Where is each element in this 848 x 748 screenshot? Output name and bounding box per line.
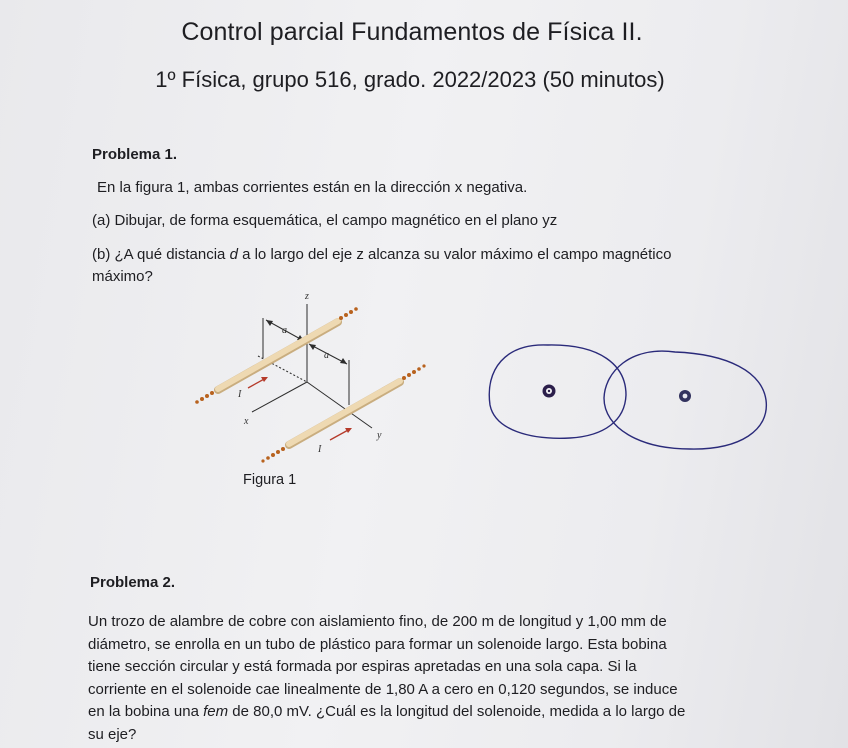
part-b-variable-d: d (229, 246, 238, 263)
problem2-fem: fem (203, 703, 229, 720)
problem2-text (88, 611, 788, 746)
current-label-bottom: I (318, 444, 322, 455)
problem2-line-5-post: de 80,0 mV. ¿Cuál es la longitud del solenoide, medida a lo largo de (228, 703, 686, 720)
wire-bottom-dots-left (261, 447, 285, 463)
y-axis-label: y (377, 430, 382, 441)
problem2-line-4: corriente en el solenoide cae linealmente de 1,80 A a cero en 0,120 segundos, se induce (88, 680, 678, 698)
wire-section-left-center (548, 390, 550, 392)
wire-top-dots-right (339, 307, 358, 320)
problem2-heading: Problema 2. (90, 574, 176, 591)
distance-a-label-left: a (282, 325, 287, 336)
wire-top-dots-left (195, 391, 214, 404)
current-label-top: I (238, 389, 242, 400)
field-loop-left (489, 345, 626, 438)
problem1-intro: En la figura 1, ambas corrientes están en la dirección x negativa. (97, 179, 528, 196)
z-axis-label: z (305, 291, 309, 302)
exam-subtitle: 1º Física, grupo 516, grado. 2022/2023 (50 minutos) (155, 67, 665, 92)
problem2-line-1: Un trozo de alambre de cobre con aislamiento fino, de 200 m de longitud y 1,00 mm de (88, 613, 667, 630)
problem1-heading: Problema 1. (92, 146, 178, 163)
exam-title: Control parcial Fundamentos de Física II. (181, 18, 643, 46)
x-axis (252, 382, 307, 412)
problem2-line-3: tiene sección circular y está formada por espiras apretadas en una sola capa. Si la (88, 658, 637, 675)
distance-a-label-right: a (324, 350, 329, 361)
part-b-text-2: a lo largo del eje z alcanza su valor máximo el campo magnético (237, 246, 672, 263)
problem1-part-a: (a) Dibujar, de forma esquemática, el campo magnético en el plano yz (92, 212, 558, 229)
problem2-line-6: su eje? (88, 725, 137, 743)
wire-bottom (289, 381, 400, 444)
x-axis-label: x (244, 416, 249, 427)
problem2-line-2: diámetro, se enrolla en un tubo de plástico para formar un solenoide largo. Esta bobina (88, 635, 667, 653)
figure-1-caption: Figura 1 (243, 472, 297, 488)
wire-top (218, 321, 338, 389)
problem2-line-5-pre: en la bobina una (88, 703, 204, 720)
part-b-text-1: (b) ¿A qué distancia (92, 246, 230, 263)
wire-bottom-dots-right (402, 364, 426, 380)
part-b-text-3: máximo? (92, 268, 153, 285)
wire-section-right-dot (683, 394, 688, 399)
